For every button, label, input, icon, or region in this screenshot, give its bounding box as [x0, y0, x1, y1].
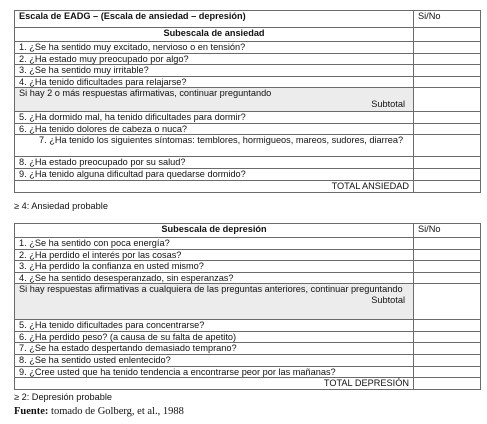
answer-cell [414, 28, 481, 42]
table-row [15, 65, 481, 77]
table-row [15, 261, 481, 273]
answer-cell [414, 112, 481, 124]
scale-title: Escala de EADG – (Escala de ansiedad – depresión) [15, 11, 414, 28]
table-row [15, 355, 481, 367]
answer-cell [414, 355, 481, 367]
table-row [15, 169, 481, 181]
total-anxiety-label: TOTAL ANSIEDAD [15, 180, 414, 192]
answer-cell [414, 378, 481, 390]
continue-row [15, 88, 481, 112]
answer-cell [414, 88, 481, 112]
question-text: 3. ¿Se ha sentido muy irritable? [15, 65, 414, 77]
source-citation [14, 406, 184, 417]
answer-cell [414, 53, 481, 65]
question-text: 6. ¿Ha tenido dolores de cabeza o nuca? [15, 123, 414, 135]
question-text: 8. ¿Ha estado preocupado por su salud? [15, 157, 414, 169]
table-row [15, 272, 481, 284]
question-text: 4. ¿Se ha sentido desesperanzado, sin esperanzas? [15, 272, 414, 284]
total-row [15, 378, 481, 390]
answer-cell [414, 366, 481, 378]
table-row [15, 238, 481, 250]
answer-cell [414, 123, 481, 135]
table-row [15, 76, 481, 88]
question-text: 7. ¿Se ha estado despertando demasiado temprano? [15, 343, 414, 355]
table-row [15, 112, 481, 124]
answer-cell [414, 343, 481, 355]
answer-cell [414, 135, 481, 157]
question-text: 9. ¿Ha tenido alguna dificultad para quedarse dormido? [15, 169, 414, 181]
table-row [15, 343, 481, 355]
table-row [15, 157, 481, 169]
answer-cell [414, 180, 481, 192]
continue-instruction: Si hay respuestas afirmativas a cualquiera de las preguntas anteriores, continuar preguntando [19, 284, 403, 295]
question-text: 8. ¿Se ha sentido usted enlentecido? [15, 355, 414, 367]
answer-cell [414, 157, 481, 169]
answer-cell [414, 249, 481, 261]
answer-cell [414, 238, 481, 250]
table-row [15, 249, 481, 261]
depression-note: ≥ 2: Depresión probable [14, 392, 112, 402]
table-row [15, 320, 481, 332]
total-depression-label: TOTAL DEPRESIÓN [15, 378, 414, 390]
si-no-header: Si/No [414, 224, 481, 238]
subtotal-label: Subtotal [371, 294, 405, 305]
question-text: 7. ¿Ha tenido los siguientes síntomas: temblores, hormigueos, mareos, sudores, diarrea? [15, 135, 414, 157]
table-row [15, 42, 481, 54]
question-text: 2. ¿Ha perdido el interés por las cosas? [15, 249, 414, 261]
total-row [15, 180, 481, 192]
question-text: 4. ¿Ha tenido dificultades para relajarse? [15, 76, 414, 88]
answer-cell [414, 65, 481, 77]
anxiety-subscale-title: Subescala de ansiedad [15, 28, 414, 42]
question-text: 9. ¿Cree usted que ha tenido tendencia a encontrarse peor por las mañanas? [15, 366, 414, 378]
answer-cell [414, 331, 481, 343]
question-text: 2. ¿Ha estado muy preocupado por algo? [15, 53, 414, 65]
answer-cell [414, 284, 481, 320]
answer-cell [414, 272, 481, 284]
table-row [15, 366, 481, 378]
anxiety-scale-table [14, 10, 481, 193]
answer-cell [414, 261, 481, 273]
question-text: 5. ¿Ha dormido mal, ha tenido dificultades para dormir? [15, 112, 414, 124]
subtotal-label: Subtotal [371, 98, 405, 109]
answer-cell [414, 42, 481, 54]
depression-scale-table [14, 223, 481, 390]
continue-instruction: Si hay 2 o más respuestas afirmativas, continuar preguntando [19, 88, 272, 99]
question-text: 3. ¿Ha perdido la confianza en usted mismo? [15, 261, 414, 273]
si-no-header: Si/No [414, 11, 481, 28]
source-label: Fuente: [14, 406, 49, 417]
table-row [15, 53, 481, 65]
question-text: 1. ¿Se ha sentido muy excitado, nervioso o en tensión? [15, 42, 414, 54]
table-row [15, 135, 481, 157]
answer-cell [414, 320, 481, 332]
source-text: tomado de Golberg, et al., 1988 [51, 406, 184, 417]
continue-row [15, 284, 481, 320]
depression-subscale-title: Subescala de depresión [15, 224, 414, 238]
table-row [15, 123, 481, 135]
question-text: 6. ¿Ha perdido peso? (a causa de su falta de apetito) [15, 331, 414, 343]
question-text: 5. ¿Ha tenido dificultades para concentrarse? [15, 320, 414, 332]
answer-cell [414, 169, 481, 181]
table-row [15, 331, 481, 343]
question-text: 1. ¿Se ha sentido con poca energía? [15, 238, 414, 250]
anxiety-note: ≥ 4: Ansiedad probable [14, 201, 108, 211]
answer-cell [414, 76, 481, 88]
